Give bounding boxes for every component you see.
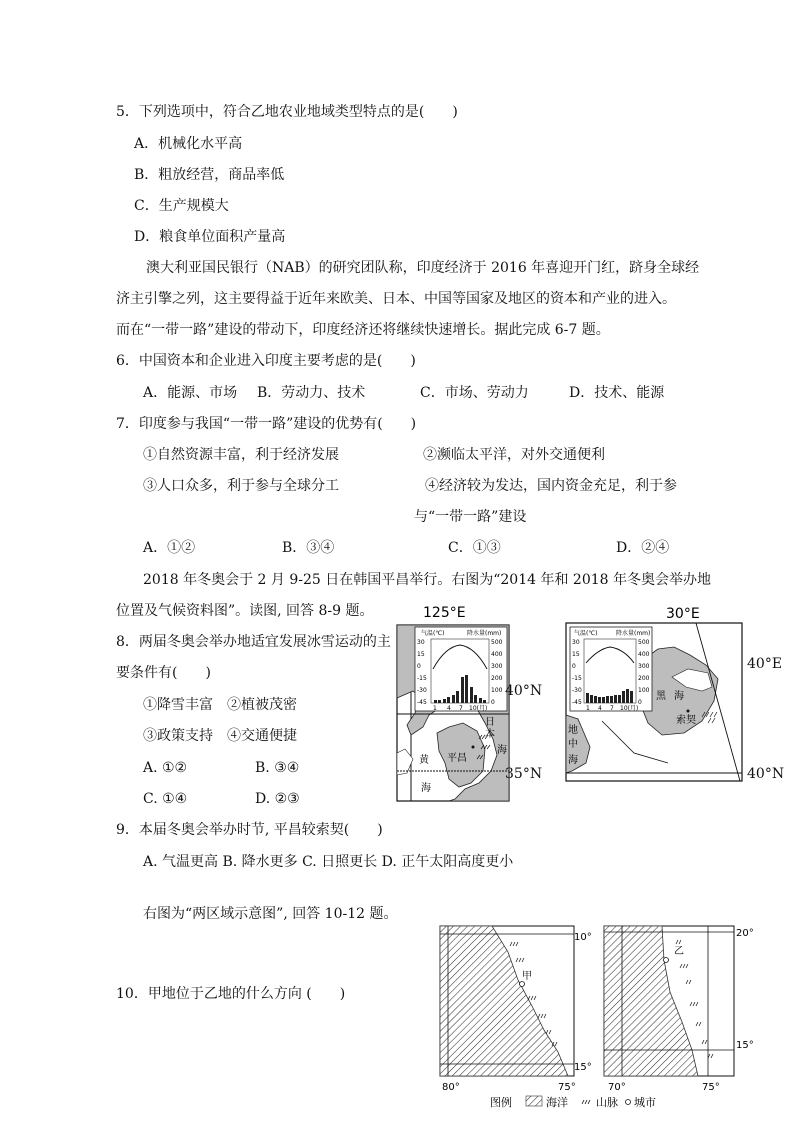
- svg-text:7: 7: [459, 705, 463, 712]
- pyeongchang-map: [393, 603, 515, 803]
- svg-text:0: 0: [638, 699, 642, 706]
- svg-text:-15: -15: [572, 675, 582, 682]
- legend-title: 图例: [490, 1096, 512, 1109]
- two-regions-map: [436, 922, 766, 1110]
- q7-item-2: ②濒临太平洋，对外交通便利: [423, 447, 605, 463]
- q7-option-c: C．①③: [448, 540, 501, 556]
- lon-label: 125°E: [423, 605, 466, 621]
- svg-text:7: 7: [610, 705, 614, 712]
- q5-option-a: A．机械化水平高: [134, 136, 243, 152]
- left-lon-right: 75°: [558, 1082, 576, 1093]
- q8-option-a: A. ①②: [143, 760, 188, 776]
- legend-mountain-symbol: [582, 1100, 590, 1104]
- city-label: 索契: [676, 715, 696, 726]
- passage-10-12: 右图为“两区域示意图”, 回答 10-12 题。: [143, 906, 398, 922]
- svg-text:本: 本: [485, 729, 495, 740]
- svg-text:200: 200: [491, 675, 503, 682]
- right-lat-bottom: 15°: [736, 1040, 754, 1051]
- q6-option-d: D．技术、能源: [569, 385, 665, 401]
- svg-text:-30: -30: [417, 687, 427, 694]
- svg-text:0: 0: [491, 699, 495, 706]
- svg-text:4: 4: [447, 705, 451, 712]
- q7-item-4-line2: 与“一带一路”建设: [414, 509, 527, 525]
- sochi-lat-40: 40°N: [747, 766, 785, 782]
- q8-option-c: C. ①④: [143, 791, 188, 807]
- passage-8-9-line2: 位置及气候资料图”。读图, 回答 8-9 题。: [116, 603, 374, 619]
- q8-stem-line2: 要条件有( ): [116, 665, 211, 681]
- q5-option-d: D．粮食单位面积产量高: [134, 229, 286, 245]
- mediterranean-label: [568, 723, 578, 766]
- svg-text:400: 400: [491, 651, 503, 658]
- legend-ocean-label: 海洋: [546, 1096, 568, 1109]
- svg-text:-45: -45: [417, 699, 427, 706]
- q6-stem: 6．中国资本和企业进入印度主要考虑的是( ): [116, 353, 416, 369]
- svg-text:中: 中: [568, 739, 578, 750]
- svg-text:200: 200: [638, 675, 650, 682]
- city-dot: [687, 710, 690, 713]
- passage-6-7-line2: 济主引擎之列，这主要得益于近年来欧美、日本、中国等国家及地区的资本和产业的进入。: [116, 291, 676, 307]
- svg-text:10(月): 10(月): [469, 705, 488, 712]
- q8-stem-line1: 8．两届冬奥会举办地适宜发展冰雪运动的主: [116, 634, 391, 650]
- svg-text:0: 0: [572, 663, 576, 670]
- map-legend: [490, 1095, 656, 1109]
- q7-option-b: B．③④: [282, 540, 335, 556]
- q8-items-12: ①降雪丰富 ②植被茂密: [143, 697, 297, 713]
- q8-option-b: B. ③④: [255, 760, 300, 776]
- legend-city-label: 城市: [634, 1096, 656, 1109]
- svg-text:黑: 黑: [656, 691, 666, 702]
- city-dot: [472, 746, 475, 749]
- svg-text:1: 1: [586, 705, 590, 712]
- svg-text:10(月): 10(月): [620, 705, 639, 712]
- sochi-map: [562, 603, 748, 783]
- svg-text:4: 4: [598, 705, 602, 712]
- left-lon-left: 80°: [442, 1082, 460, 1093]
- sochi-lat-top: 40°E: [747, 656, 783, 672]
- city-jia-dot: [520, 982, 525, 987]
- svg-text:日: 日: [485, 717, 495, 728]
- right-lon-left: 70°: [608, 1082, 626, 1093]
- svg-text:100: 100: [491, 687, 503, 694]
- q7-item-3: ③人口众多，利于参与全球分工: [143, 478, 339, 494]
- passage-6-7-line1: 澳大利亚国民银行（NAB）的研究团队称，印度经济于 2016 年喜迎开门红，跻身全球经: [146, 260, 700, 276]
- q7-item-4-line1: ④经济较为发达，国内资金充足，利于参: [425, 478, 677, 494]
- temp-axis-label: 气温(℃): [421, 630, 445, 637]
- svg-text:30: 30: [417, 639, 425, 646]
- svg-text:400: 400: [638, 651, 650, 658]
- svg-text:海: 海: [421, 783, 431, 794]
- passage-6-7-line3: 而在“一带一路”建设的带动下，印度经济还将继续快速增长。据此完成 6-7 题。: [116, 322, 610, 338]
- svg-text:100: 100: [638, 687, 650, 694]
- svg-text:15: 15: [572, 651, 580, 658]
- q5-option-b: B．粗放经营，商品率低: [134, 167, 285, 183]
- svg-text:海: 海: [568, 755, 578, 766]
- svg-text:-30: -30: [572, 687, 582, 694]
- right-lon-right: 75°: [702, 1082, 720, 1093]
- lon-label: 30°E: [666, 606, 700, 622]
- svg-text:-45: -45: [572, 699, 582, 706]
- q6-option-c: C．市场、劳动力: [420, 385, 529, 401]
- svg-text:-15: -15: [417, 675, 427, 682]
- city-yi-label: 乙: [674, 946, 684, 957]
- passage-8-9-line1: 2018 年冬奥会于 2 月 9-25 日在韩国平昌举行。右图为“2014 年和 2018 年冬奥会举办地: [143, 572, 712, 588]
- svg-text:300: 300: [638, 663, 650, 670]
- q8-items-34: ③政策支持 ④交通便捷: [143, 728, 297, 744]
- city-label: 平昌: [447, 753, 467, 764]
- svg-text:0: 0: [417, 663, 421, 670]
- svg-text:500: 500: [491, 639, 503, 646]
- precip-axis-label: 降水量(mm): [616, 630, 651, 637]
- svg-text:15: 15: [417, 651, 425, 658]
- q7-item-1: ①自然资源丰富，利于经济发展: [143, 447, 339, 463]
- q7-option-a: A．①②: [143, 540, 196, 556]
- svg-text:地: 地: [568, 725, 578, 736]
- svg-text:海: 海: [674, 691, 684, 702]
- q6-option-a: A．能源、市场: [143, 385, 238, 401]
- svg-text:1: 1: [433, 705, 437, 712]
- svg-text:30: 30: [572, 639, 580, 646]
- q9-stem: 9．本届冬奥会举办时节, 平昌较索契( ): [116, 822, 383, 838]
- q7-stem: 7．印度参与我国“一带一路”建设的优势有( ): [116, 416, 417, 432]
- q5-stem: 5．下列选项中，符合乙地农业地域类型特点的是( ): [116, 104, 458, 120]
- legend-mountain-label: 山脉: [596, 1096, 618, 1109]
- city-yi-dot: [664, 958, 669, 963]
- left-lat-bottom: 15°: [574, 1062, 592, 1073]
- temp-axis-label: 气温(℃): [574, 630, 598, 637]
- q7-option-d: D．②④: [616, 540, 670, 556]
- legend-ocean-swatch: [526, 1096, 542, 1106]
- q10-stem: 10．甲地位于乙地的什么方向 ( ): [116, 986, 346, 1002]
- right-lat-top: 20°: [736, 928, 754, 939]
- pyeongchang-lat-35: 35°N: [505, 766, 543, 782]
- svg-text:黄: 黄: [419, 755, 429, 766]
- svg-text:300: 300: [491, 663, 503, 670]
- city-jia-label: 甲: [522, 971, 532, 982]
- svg-text:海: 海: [497, 745, 507, 756]
- q9-options: A. 气温更高 B. 降水更多 C. 日照更长 D. 正午太阳高度更小: [143, 854, 514, 870]
- q5-option-c: C．生产规模大: [134, 198, 229, 214]
- precip-axis-label: 降水量(mm): [467, 630, 502, 637]
- svg-text:500: 500: [638, 639, 650, 646]
- left-lat-top: 10°: [574, 932, 592, 943]
- q8-option-d: D. ②③: [255, 791, 300, 807]
- q6-option-b: B．劳动力、技术: [257, 385, 366, 401]
- pyeongchang-lat-40: 40°N: [505, 683, 543, 699]
- legend-city-symbol: [626, 1100, 631, 1105]
